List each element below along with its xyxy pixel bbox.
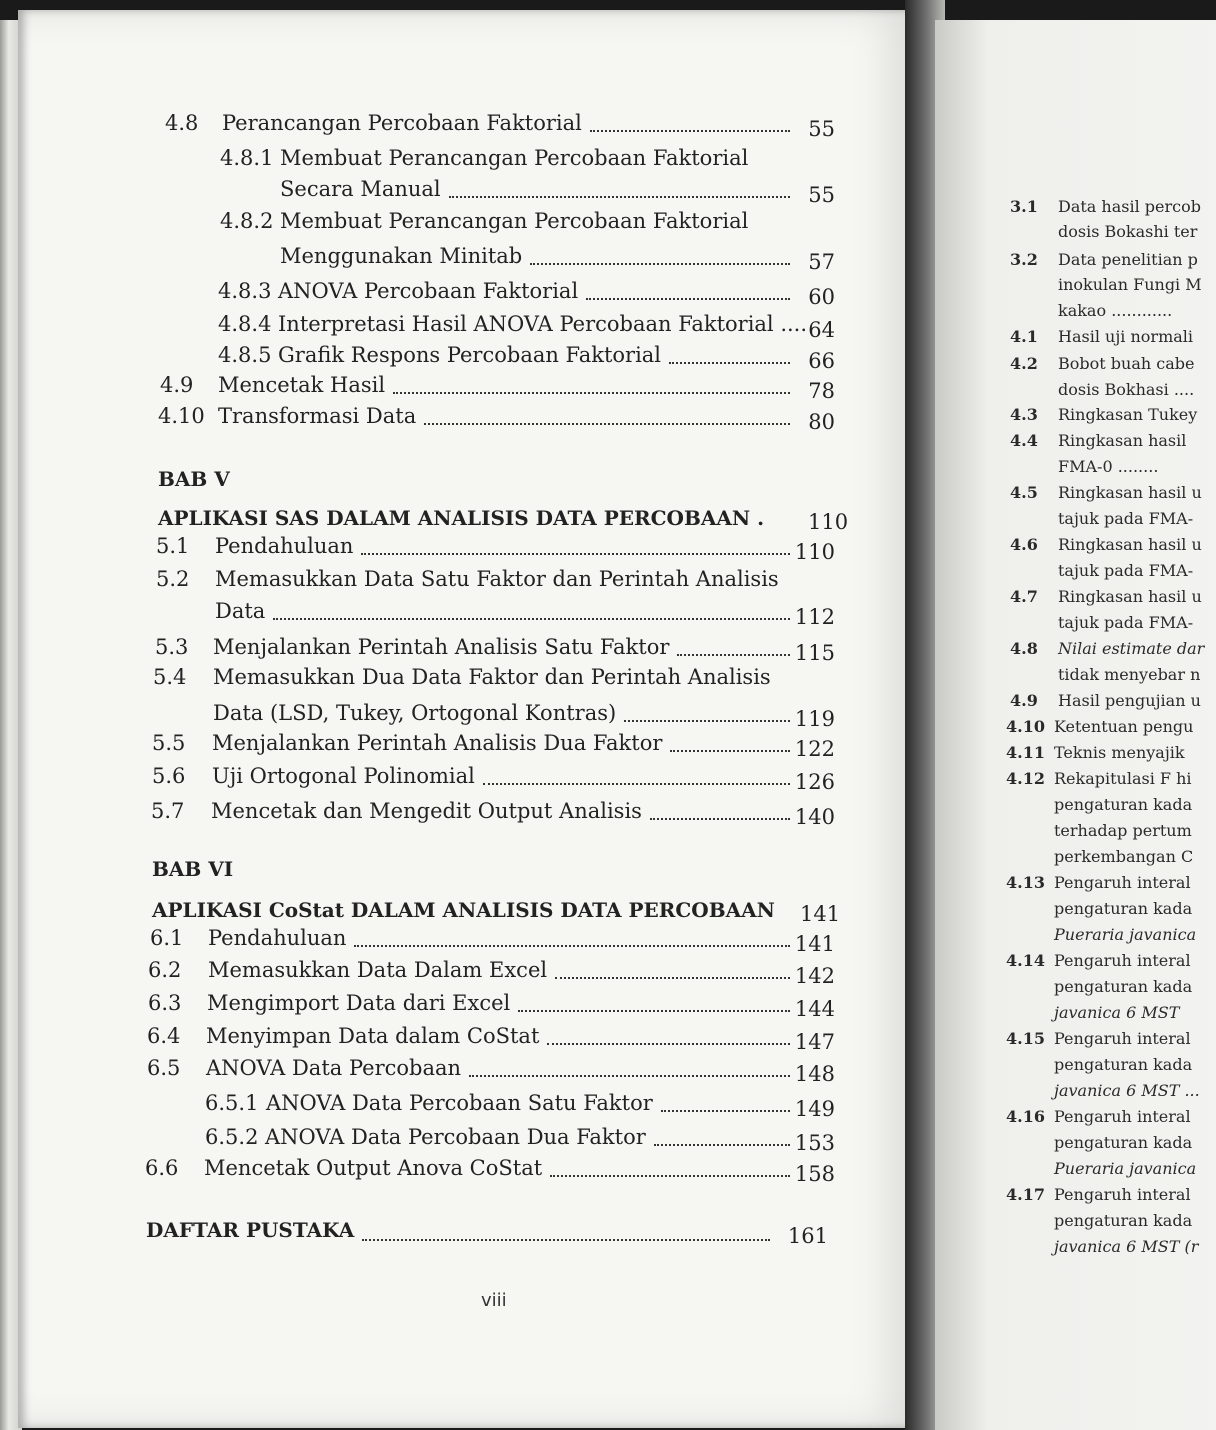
list-item-text: inokulan Fungi M	[1058, 275, 1202, 294]
list-item-text: pengaturan kada	[1054, 1055, 1193, 1074]
toc-page-number: 149	[794, 1097, 835, 1121]
toc-page-number: 64	[808, 318, 835, 342]
dot-leader	[449, 196, 790, 198]
page-number-footer: viii	[481, 1290, 507, 1311]
toc-entry-number: 4.10	[158, 404, 205, 428]
toc-entry-title: Menyimpan Data dalam CoStat	[206, 1024, 540, 1048]
list-item	[1006, 795, 1192, 814]
list-item-text: javanica 6 MST (r	[1054, 1237, 1199, 1256]
toc-entry-title: Mencetak Output Anova CoStat	[204, 1156, 543, 1180]
list-item-text: tidak menyebar n	[1058, 665, 1201, 684]
list-item-number: 4.6	[1010, 535, 1038, 554]
list-item-text: javanica 6 MST ...	[1054, 1081, 1200, 1100]
dot-leader	[677, 654, 790, 656]
dot-leader	[650, 818, 790, 820]
list-item-text: tajuk pada FMA-	[1058, 561, 1194, 580]
list-item	[1006, 1159, 1196, 1178]
list-item	[1010, 691, 1201, 710]
list-item-number: 4.11	[1006, 743, 1045, 762]
toc-entry-number: 6.5.2	[205, 1125, 259, 1149]
list-item-text: Pueraria javanica	[1054, 925, 1197, 944]
dot-leader	[555, 977, 790, 979]
toc-entry-number: 6.5	[147, 1056, 181, 1080]
list-item-number: 4.7	[1010, 587, 1038, 606]
toc-entry-title: Menjalankan Perintah Analisis Satu Faktor	[213, 635, 670, 659]
list-item-number: 4.16	[1006, 1107, 1045, 1126]
list-item-text: Hasil uji normali	[1058, 327, 1194, 346]
toc-entry-number: 6.1	[150, 926, 184, 950]
list-item	[1010, 275, 1202, 294]
list-item	[1010, 405, 1197, 424]
list-item	[1006, 1003, 1179, 1022]
chapter-title: APLIKASI SAS DALAM ANALISIS DATA PERCOBAAN .	[158, 506, 765, 530]
toc-entry-title: Mengimport Data dari Excel	[207, 991, 511, 1015]
toc-page-number: 115	[794, 641, 835, 665]
toc-entry-title: Interpretasi Hasil ANOVA Percobaan Faktorial ....	[278, 312, 808, 336]
toc-page-number: 55	[808, 117, 835, 141]
toc-page-number: 110	[794, 540, 835, 564]
list-item	[1006, 847, 1193, 866]
toc-page-number: 55	[808, 183, 835, 207]
toc-entry-title: Data	[215, 599, 266, 623]
list-item	[1010, 354, 1194, 373]
dot-leader	[669, 362, 790, 364]
toc-entry-number: 4.8.2	[220, 209, 274, 233]
toc-page-number: 112	[794, 605, 835, 629]
toc-entry-title: Perancangan Percobaan Faktorial	[222, 111, 582, 135]
toc-page-number: 140	[794, 805, 835, 829]
dot-leader	[590, 130, 790, 132]
dot-leader	[469, 1075, 790, 1077]
list-item-text: Pengaruh interal	[1054, 873, 1191, 892]
list-item-text: pengaturan kada	[1054, 899, 1193, 918]
list-item-text: Data penelitian p	[1058, 250, 1198, 269]
toc-page-number: 153	[794, 1131, 835, 1155]
toc-page-number: 144	[794, 997, 835, 1021]
list-item	[1010, 250, 1198, 269]
list-item-text: perkembangan C	[1054, 847, 1194, 866]
list-item-number: 4.5	[1010, 483, 1038, 502]
dot-leader	[624, 720, 790, 722]
list-item-text: pengaturan kada	[1054, 977, 1193, 996]
toc-entry-title: Mencetak Hasil	[218, 373, 386, 397]
list-item-text: pengaturan kada	[1054, 1133, 1193, 1152]
toc-entry-title: Pendahuluan	[215, 534, 354, 558]
list-item-number: 4.1	[1010, 327, 1038, 346]
dot-leader	[530, 263, 790, 265]
chapter-label: BAB V	[158, 467, 230, 491]
list-item-number: 3.2	[1010, 250, 1038, 269]
list-item-text: Ringkasan hasil u	[1058, 587, 1202, 606]
list-item-text: terhadap pertum	[1054, 821, 1192, 840]
toc-page-number: 119	[794, 707, 835, 731]
dot-leader	[654, 1144, 790, 1146]
list-item	[1006, 1211, 1192, 1230]
list-item-number: 4.2	[1010, 354, 1038, 373]
list-item-text: pengaturan kada	[1054, 795, 1193, 814]
toc-entry-title: ANOVA Data Percobaan Dua Faktor	[265, 1125, 646, 1149]
list-item	[1010, 587, 1202, 606]
dot-leader	[550, 1175, 790, 1177]
toc-entry-number: 6.3	[148, 991, 182, 1015]
list-item	[1006, 821, 1192, 840]
list-item-number: 4.15	[1006, 1029, 1045, 1048]
chapter-label: BAB VI	[152, 857, 234, 881]
list-item	[1010, 535, 1202, 554]
list-item-text: FMA-0 ........	[1058, 457, 1159, 476]
dot-leader	[393, 392, 790, 394]
toc-entry-title: Memasukkan Data Dalam Excel	[208, 958, 548, 982]
list-item	[1010, 457, 1158, 476]
toc-entry-number: 4.8.1	[220, 146, 274, 170]
list-item	[1006, 769, 1192, 788]
list-item	[1010, 509, 1193, 528]
dot-leader	[361, 553, 790, 555]
toc-page-number: 148	[794, 1062, 835, 1086]
toc-entry-number: 6.5.1	[205, 1091, 259, 1115]
list-item-text: tajuk pada FMA-	[1058, 613, 1194, 632]
toc-entry-number: 4.8.4	[218, 312, 272, 336]
list-item	[1010, 197, 1201, 216]
dot-leader	[273, 618, 790, 620]
list-item	[1006, 977, 1192, 996]
toc-entry-title: ANOVA Percobaan Faktorial	[278, 279, 579, 303]
list-item	[1006, 873, 1191, 892]
list-item-number: 4.3	[1010, 405, 1038, 424]
list-item-number: 4.17	[1006, 1185, 1045, 1204]
toc-entry-number: 4.8.3	[218, 279, 272, 303]
list-item	[1006, 1185, 1191, 1204]
list-item	[1010, 483, 1202, 502]
toc-entry-title: Memasukkan Data Satu Faktor dan Perintah Analisis	[215, 567, 779, 591]
list-item-text: Rekapitulasi F hi	[1054, 769, 1192, 788]
toc-entry-number: 4.8	[165, 111, 199, 135]
list-item-text: Ketentuan pengu	[1054, 717, 1194, 736]
list-item	[1010, 613, 1193, 632]
chapter-page-number: 141	[800, 902, 841, 926]
toc-entry-number: 6.2	[148, 958, 182, 982]
list-item-number: 3.1	[1010, 197, 1038, 216]
dot-leader	[661, 1110, 790, 1112]
list-item	[1010, 431, 1186, 450]
toc-entry-number: 5.4	[153, 665, 187, 689]
toc-entry-number: 5.2	[156, 567, 190, 591]
dot-leader	[518, 1010, 790, 1012]
dot-leader	[670, 750, 790, 752]
dot-leader	[362, 1239, 770, 1241]
list-item-text: tajuk pada FMA-	[1058, 509, 1194, 528]
toc-entry-title: ANOVA Data Percobaan Satu Faktor	[266, 1091, 653, 1115]
toc-page-number: 161	[787, 1224, 828, 1248]
toc-entry-title: Uji Ortogonal Polinomial	[212, 764, 475, 788]
list-item-text: Ringkasan Tukey	[1058, 405, 1198, 424]
toc-entry-title: Transformasi Data	[218, 404, 417, 428]
list-item	[1006, 951, 1191, 970]
list-item	[1010, 639, 1204, 658]
list-item	[1006, 1029, 1191, 1048]
toc-page-number: 158	[794, 1162, 835, 1186]
toc-entry-number: 5.7	[151, 799, 185, 823]
list-item	[1006, 1081, 1200, 1100]
list-item	[1006, 1107, 1191, 1126]
toc-page-number: 66	[808, 349, 835, 373]
list-item-text: Teknis menyajik	[1054, 743, 1185, 762]
list-item	[1010, 222, 1197, 241]
list-item-text: Pengaruh interal	[1054, 951, 1191, 970]
chapter-page-number: 110	[808, 510, 849, 534]
toc-entry-title: Membuat Perancangan Percobaan Faktorial	[280, 209, 749, 233]
toc-page-number: 80	[808, 410, 835, 434]
toc-entry-title: Pendahuluan	[208, 926, 347, 950]
toc-page-number: 60	[808, 285, 835, 309]
list-item-text: Ringkasan hasil u	[1058, 535, 1202, 554]
list-item	[1006, 1133, 1192, 1152]
toc-page-number: 141	[794, 932, 835, 956]
list-item-text: javanica 6 MST	[1054, 1003, 1180, 1022]
list-item-text: Pengaruh interal	[1054, 1107, 1191, 1126]
list-item	[1010, 327, 1193, 346]
list-item-text: Nilai estimate dar	[1058, 639, 1205, 658]
list-item-number: 4.12	[1006, 769, 1045, 788]
toc-page-number: 78	[808, 379, 835, 403]
toc-page-number: 122	[794, 737, 835, 761]
toc-entry-number: 4.9	[160, 373, 194, 397]
list-item	[1010, 380, 1194, 399]
toc-entry-number: 5.1	[156, 534, 190, 558]
toc-entry-number: 5.5	[152, 731, 186, 755]
list-item	[1006, 925, 1196, 944]
list-item-text: Bobot buah cabe	[1058, 354, 1195, 373]
list-item-text: pengaturan kada	[1054, 1211, 1193, 1230]
toc-entry-title: Memasukkan Dua Data Faktor dan Perintah Analisis	[213, 665, 771, 689]
toc-entry-title: Data (LSD, Tukey, Ortogonal Kontras)	[213, 701, 617, 725]
toc-entry-title: Menjalankan Perintah Analisis Dua Faktor	[212, 731, 663, 755]
toc-page-number: 57	[808, 250, 835, 274]
list-item	[1006, 717, 1193, 736]
toc-entry-number: 4.8.5	[218, 343, 272, 367]
list-item-number: 4.10	[1006, 717, 1045, 736]
list-item-text: dosis Bokashi ter	[1058, 222, 1198, 241]
list-item-text: Ringkasan hasil	[1058, 431, 1187, 450]
list-item-text: Hasil pengujian u	[1058, 691, 1201, 710]
list-item-number: 4.9	[1010, 691, 1038, 710]
toc-page-number: 126	[794, 770, 835, 794]
toc-entry-number: 6.4	[147, 1024, 181, 1048]
dot-leader	[354, 945, 790, 947]
toc-page-number: 142	[794, 964, 835, 988]
toc-entry-title: ANOVA Data Percobaan	[206, 1056, 462, 1080]
list-item	[1010, 561, 1193, 580]
list-item-number: 4.8	[1010, 639, 1038, 658]
toc-entry-number: 6.6	[145, 1156, 179, 1180]
dot-leader	[483, 783, 790, 785]
list-item	[1006, 1237, 1198, 1256]
list-item-text: kakao ............	[1058, 301, 1173, 320]
list-item-number: 4.4	[1010, 431, 1038, 450]
list-item	[1010, 301, 1172, 320]
toc-entry-title: Mencetak dan Mengedit Output Analisis	[211, 799, 642, 823]
dot-leader	[547, 1043, 790, 1045]
toc-entry-title: Membuat Perancangan Percobaan Faktorial	[280, 146, 749, 170]
toc-entry-title: Secara Manual	[280, 177, 441, 201]
list-item-text: dosis Bokhasi ....	[1058, 380, 1195, 399]
list-item-text: Pengaruh interal	[1054, 1029, 1191, 1048]
toc-entry-title: Grafik Respons Percobaan Faktorial	[278, 343, 662, 367]
list-item-text: Pengaruh interal	[1054, 1185, 1191, 1204]
list-item-text: Ringkasan hasil u	[1058, 483, 1202, 502]
list-item	[1006, 1055, 1192, 1074]
list-item	[1006, 899, 1192, 918]
dot-leader	[424, 423, 790, 425]
list-item-number: 4.13	[1006, 873, 1045, 892]
toc-entry-number: 5.3	[155, 635, 189, 659]
list-item-number: 4.14	[1006, 951, 1045, 970]
chapter-title: APLIKASI CoStat DALAM ANALISIS DATA PERCOBAAN	[152, 898, 775, 922]
toc-page-number: 147	[794, 1030, 835, 1054]
bibliography-title: DAFTAR PUSTAKA	[146, 1218, 355, 1242]
toc-entry-number: 5.6	[152, 764, 186, 788]
list-item-text: Pueraria javanica	[1054, 1159, 1197, 1178]
dot-leader	[586, 298, 790, 300]
list-item	[1010, 665, 1200, 684]
list-item-text: Data hasil percob	[1058, 197, 1201, 216]
list-item	[1006, 743, 1185, 762]
toc-entry-title: Menggunakan Minitab	[280, 244, 523, 268]
